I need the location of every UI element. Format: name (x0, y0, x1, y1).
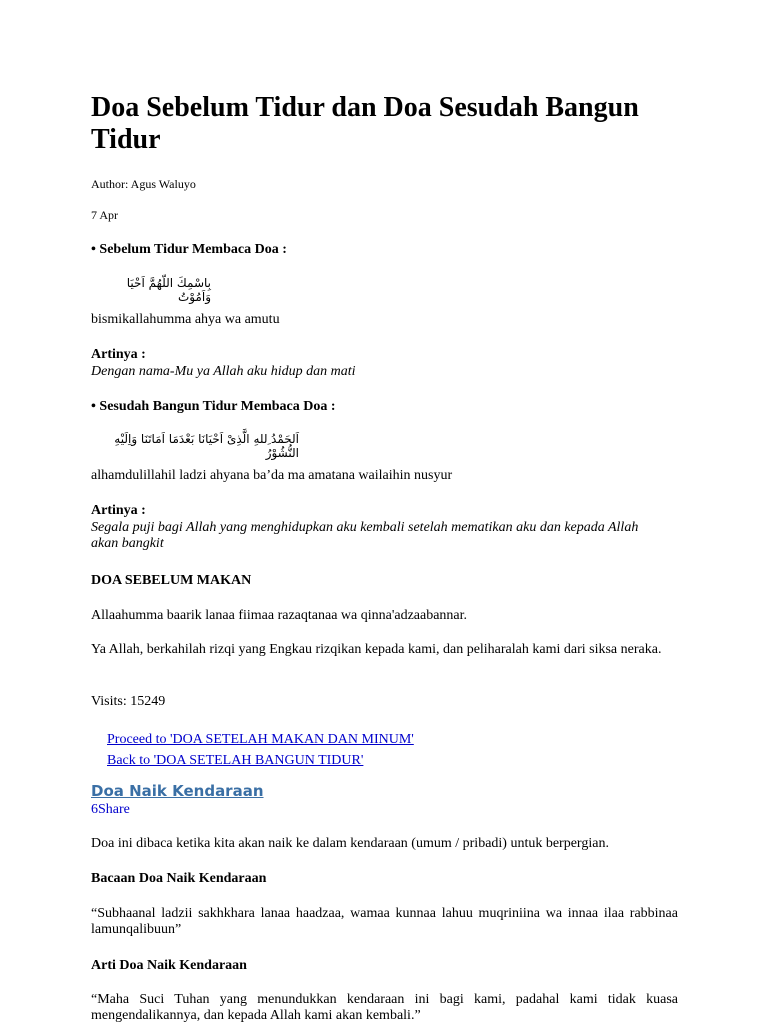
vehicle-prayer-meaning: “Maha Suci Tuhan yang menundukkan kendaraan ini bagi kami, padahal kami tidak kuasa mengendalikannya, dan kepada Allah kami akan kembali.” (91, 992, 678, 1023)
vehicle-prayer-text: “Subhaanal ladzii sakhkhara lanaa haadzaa, wamaa kunnaa lahuu muqriniina wa innaa ilaa rabbinaa lamunqalibuun” (91, 906, 678, 937)
vehicle-prayer-intro: Doa ini dibaca ketika kita akan naik ke dalam kendaraan (umum / pribadi) untuk berpergian. (91, 836, 609, 851)
vehicle-prayer-heading: Bacaan Doa Naik Kendaraan (91, 871, 267, 886)
vehicle-prayer-meaning-heading: Arti Doa Naik Kendaraan (91, 958, 247, 973)
back-link[interactable]: Back to 'DOA SETELAH BANGUN TIDUR' (107, 753, 364, 768)
meaning-text-1: Dengan nama-Mu ya Allah aku hidup dan mati (91, 364, 356, 379)
latin-prayer-before-sleep: bismikallahumma ahya wa amutu (91, 312, 280, 327)
meaning-text-2: Segala puji bagi Allah yang menghidupkan aku kembali setelah mematikan aku dan kepada Allah akan bangkit (91, 520, 639, 551)
author-line: Author: Agus Waluyo (91, 177, 196, 191)
section-heading-before-sleep: • Sebelum Tidur Membaca Doa : (91, 242, 287, 257)
doa-naik-kendaraan-link[interactable]: Doa Naik Kendaraan (91, 782, 264, 800)
latin-prayer-before-meal: Allaahumma baarik lanaa fiimaa razaqtanaa wa qinna'adzaabannar. (91, 608, 468, 623)
meaning-label-2: Artinya : (91, 503, 146, 518)
post-date: 7 Apr (91, 208, 118, 222)
arabic-prayer-after-wake: اَلحَمْدُ ِللهِ الَّذِىْ اَحْيَانَا بَعْدَمَا اَمَاتَنَا وَاِلَيْهِ النُّشُوْرُ (114, 432, 299, 460)
meaning-prayer-before-meal: Ya Allah, berkahilah rizqi yang Engkau rizqikan kepada kami, dan peliharalah kami dari siksa neraka. (91, 642, 662, 657)
section-heading-before-meal: DOA SEBELUM MAKAN (91, 573, 252, 588)
share-count-link[interactable]: 6Share (91, 802, 130, 817)
document-title: Doa Sebelum Tidur dan Doa Sesudah Bangun Tidur (91, 92, 639, 155)
latin-prayer-after-wake: alhamdulillahil ladzi ahyana ba’da ma amatana wailaihin nusyur (91, 468, 453, 483)
arabic-prayer-before-sleep: بِاسْمِكَ اللّهُمَّ اَحْيَا وَاَمُوْتُ (126, 276, 211, 304)
section-heading-after-wake: • Sesudah Bangun Tidur Membaca Doa : (91, 399, 336, 414)
meaning-label-1: Artinya : (91, 347, 146, 362)
proceed-link[interactable]: Proceed to 'DOA SETELAH MAKAN DAN MINUM' (107, 732, 414, 747)
visits-counter: Visits: 15249 (91, 694, 166, 709)
